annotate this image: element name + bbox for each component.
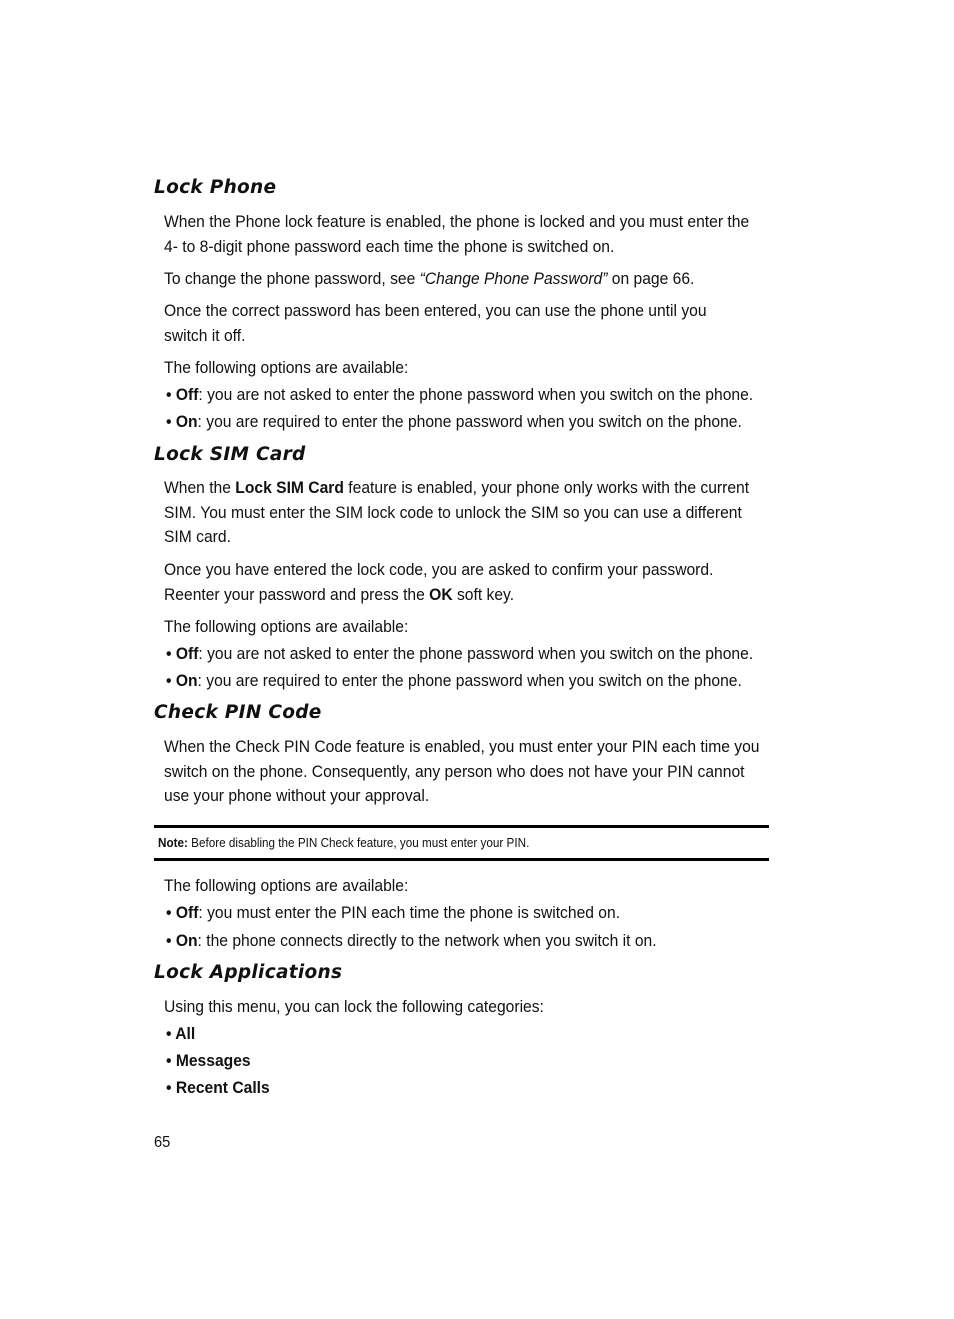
check-pin-option-off: • Off: you must enter the PIN each time the phone is switched on. [166, 903, 621, 922]
lock-sim-paragraph-1: When the Lock SIM Card feature is enabled, your phone only works with the current SIM. You must enter the SIM lock code to unlock the SIM so you can use a different SIM card. [164, 478, 750, 546]
lock-phone-option-off: • Off: you are not asked to enter the phone password when you switch on the phone. [166, 385, 754, 404]
bullet-marker: • [166, 903, 172, 922]
bullet-marker: • [166, 412, 172, 431]
section-heading-lock-phone: Lock Phone [154, 177, 277, 198]
note-box [158, 834, 529, 852]
lock-sim-option-off: • Off: you are not asked to enter the phone password when you switch on the phone. [166, 644, 754, 663]
note-top-rule [154, 825, 769, 828]
lock-phone-paragraph-2: To change the phone password, see “Change Phone Password” on page 66. [164, 269, 695, 288]
note-bottom-rule [154, 858, 769, 861]
bullet-marker: • [166, 1078, 172, 1097]
bullet-marker: • [166, 1024, 172, 1043]
lock-phone-option-on: • On: you are required to enter the phone password when you switch on the phone. [166, 412, 742, 431]
section-heading-lock-sim-card: Lock SIM Card [154, 444, 306, 465]
lock-apps-item-messages: • Messages [166, 1051, 251, 1070]
bullet-marker: • [166, 931, 172, 950]
cross-reference: “Change Phone Password” [419, 269, 608, 288]
page-number: 65 [154, 1134, 171, 1151]
lock-phone-options-intro: The following options are available: [164, 358, 409, 377]
lock-phone-paragraph-3: Once the correct password has been entered, you can use the phone until you switch it off. [164, 301, 707, 345]
section-heading-check-pin-code: Check PIN Code [154, 702, 322, 723]
check-pin-options-intro: The following options are available: [164, 876, 409, 895]
check-pin-paragraph-1: When the Check PIN Code feature is enabled, you must enter your PIN each time you switch on the phone. Consequently, any person who does not have your PIN cannot use your phone without your approval. [164, 737, 760, 805]
lock-sim-option-on: • On: you are required to enter the phone password when you switch on the phone. [166, 671, 742, 690]
lock-sim-paragraph-2: Once you have entered the lock code, you are asked to confirm your password. Reenter your password and press the OK soft key. [164, 560, 714, 604]
note-label: Note: [158, 835, 188, 850]
lock-phone-paragraph-1: When the Phone lock feature is enabled, the phone is locked and you must enter the 4- to 8-digit phone password each time the phone is switched on. [164, 212, 750, 256]
bullet-marker: • [166, 644, 172, 663]
section-heading-lock-applications: Lock Applications [154, 962, 343, 983]
check-pin-option-on: • On: the phone connects directly to the network when you switch it on. [166, 931, 657, 950]
lock-apps-intro: Using this menu, you can lock the following categories: [164, 997, 544, 1016]
lock-sim-options-intro: The following options are available: [164, 617, 409, 636]
lock-apps-item-recent-calls: • Recent Calls [166, 1078, 270, 1097]
bullet-marker: • [166, 385, 172, 404]
bullet-marker: • [166, 671, 172, 690]
lock-apps-item-all: • All [166, 1024, 196, 1043]
note-text: Before disabling the PIN Check feature, you must enter your PIN. [187, 835, 530, 850]
bullet-marker: • [166, 1051, 172, 1070]
